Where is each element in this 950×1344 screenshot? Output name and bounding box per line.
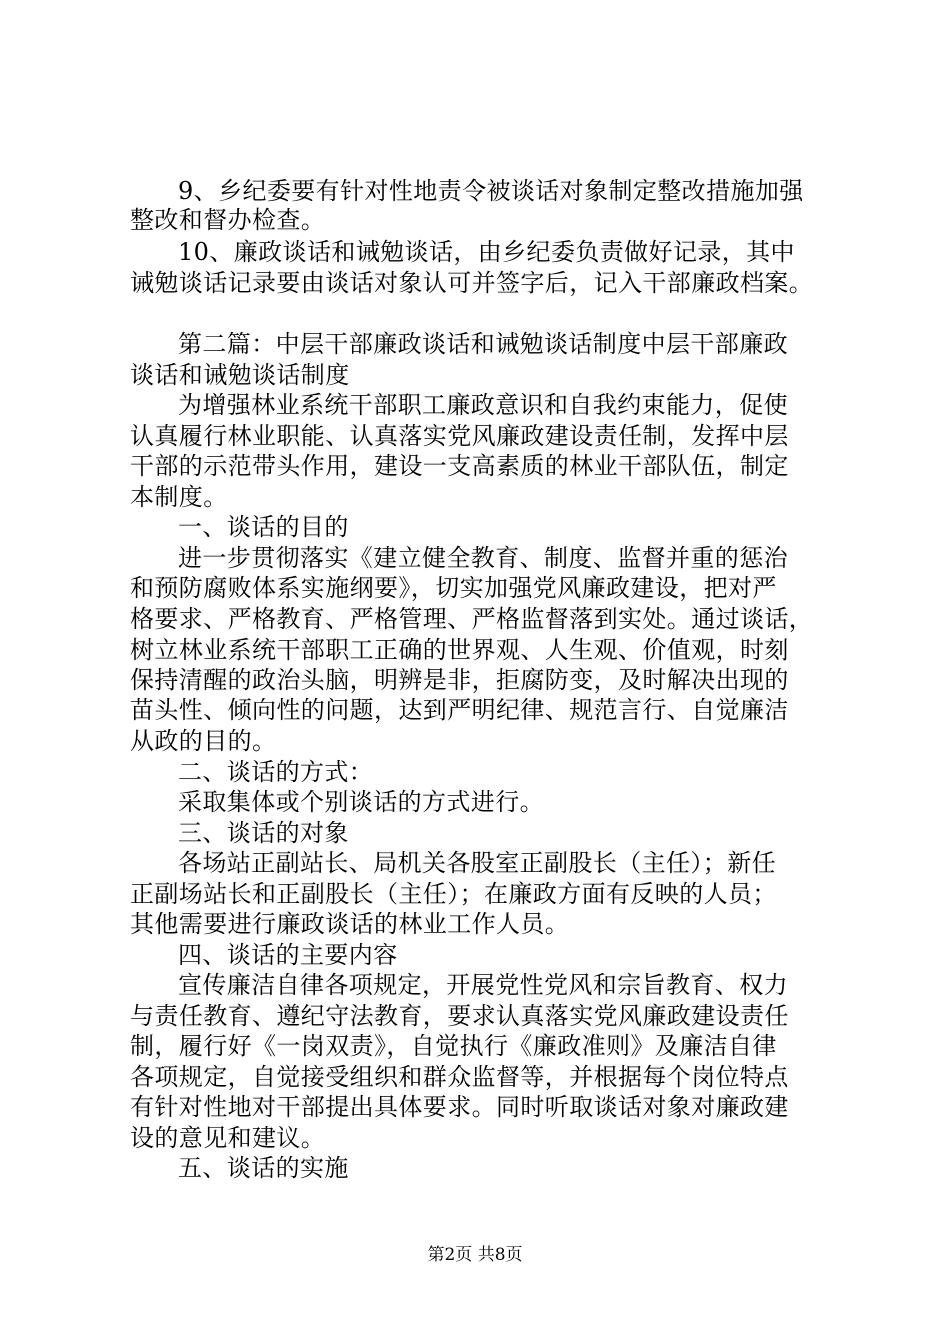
content-line-3: 制，履行好《一岗双责》，自觉执行《廉政准则》及廉洁自律 [130,1032,777,1060]
paragraph-item-10-line-2: 诫勉谈话记录要由谈话对象认可并签字后，记入干部廉政档案。 [130,269,814,297]
content-line-6: 设的意见和建议。 [130,1124,326,1152]
intro-line-4: 本制度。 [130,483,228,511]
content-line-4: 各项规定，自觉接受组织和群众监督等，并根据每个岗位特点 [130,1063,789,1091]
purpose-line-5: 保持清醒的政治头脑，明辨是非，拒腐防变，及时解决出现的 [130,666,789,694]
section-heading-purpose: 一、谈话的目的 [178,513,349,541]
intro-line-3: 干部的示范带头作用，建设一支高素质的林业干部队伍，制定 [130,452,789,480]
purpose-line-4: 树立林业系统干部职工正确的世界观、人生观、价值观，时刻 [130,636,789,664]
content-line-5: 有针对性地对干部提出具体要求。同时听取谈话对象对廉政建 [130,1093,789,1121]
content-line-2: 与责任教育、遵纪守法教育，要求认真落实党风廉政建设责任 [130,1002,789,1030]
section-heading-content: 四、谈话的主要内容 [178,941,398,969]
page-number-footer: 第2页 共8页 [427,1245,523,1265]
chapter-title-line-2: 谈话和诫勉谈话制度 [130,361,350,389]
content-line-1: 宣传廉洁自律各项规定，开展党性党风和宗旨教育、权力 [178,971,788,999]
intro-line-1: 为增强林业系统干部职工廉政意识和自我约束能力，促使 [178,391,788,419]
chapter-title-line-1: 第二篇：中层干部廉政谈话和诫勉谈话制度中层干部廉政 [178,330,788,358]
purpose-line-3: 格要求、严格教育、严格管理、严格监督落到实处。通过谈话， [130,605,814,633]
paragraph-item-9-line-2: 整改和督办检查。 [130,206,326,234]
targets-line-1: 各场站正副站长、局机关各股室正副股长（主任）；新任 [178,849,776,877]
section-heading-targets: 三、谈话的对象 [178,819,349,847]
section-heading-implementation: 五、谈话的实施 [178,1154,349,1182]
intro-line-2: 认真履行林业职能、认真落实党风廉政建设责任制，发挥中层 [130,422,789,450]
method-line-1: 采取集体或个别谈话的方式进行。 [178,788,544,816]
purpose-line-6: 苗头性、倾向性的问题，达到严明纪律、规范言行、自觉廉洁 [130,696,789,724]
targets-line-2: 正副场站长和正副股长（主任）；在廉政方面有反映的人员； [130,880,777,908]
purpose-line-2: 和预防腐败体系实施纲要》，切实加强党风廉政建设，把对严 [130,574,777,602]
paragraph-item-9-line-1: 9、乡纪委要有针对性地责令被谈话对象制定整改措施加强 [178,177,804,205]
purpose-line-1: 进一步贯彻落实《建立健全教育、制度、监督并重的惩治 [178,544,788,572]
purpose-line-7: 从政的目的。 [130,727,277,755]
paragraph-item-10-line-1: 10、廉政谈话和诫勉谈话，由乡纪委负责做好记录，其中 [178,238,795,266]
section-heading-method: 二、谈话的方式： [178,758,374,786]
targets-line-3: 其他需要进行廉政谈话的林业工作人员。 [130,910,570,938]
